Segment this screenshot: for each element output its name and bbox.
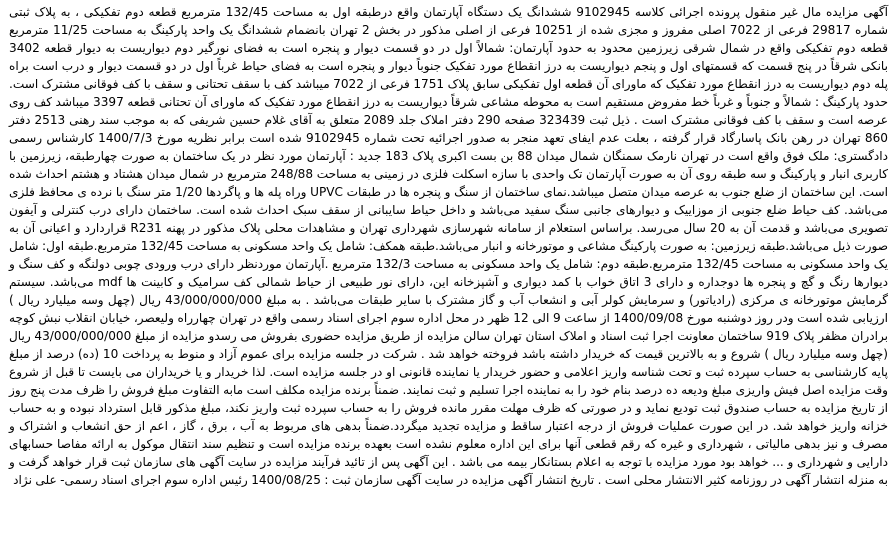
auction-notice-text: آگهی مزایده مال غیر منقول پرونده اجرائی کلاسه 9102945 ششدانگ یک دستگاه آپارتمان واقع درطبقه اول به مساحت 132/45 مترمربع قطعه دوم تفکیکی ، به پلاک ثبتی شماره 29817 فرعی از 7022 اصلی مفروز و مجزی شده از 10251 فرعی از اصلی مذکور در بخش 2 تهران بانضمام ششدانگ یک واحد پارکینگ به مساحت 11/25 مترمربع قطعه دوم تفکیکی واقع در شمال شرقی زیرزمین محدود به حدود آپارتمان: شمالاً اول در دو قسمت دیوار و پنجره است به فضای نورگیر دوم دیواریست به دیوار قطعه 3402 بانکی شرقاً در پنج قسمت که قسمتهای اول و پنجم دیواریست به درز انقطاع مورد تفکیک جنوباً دیوار و پنجره است به فضای حیاط غرباً اول در دو قسمت دیوار و درب است براه پله دوم دیواریست به درز انقطاع مورد تفکیک که ماورای آن قطعه اول تفکیکی سابق پلاک 1751 فرعی از 7022 میباشد کف با سقف تحتانی و سقف با کف فوقانی مشترک است. حدود پارکینگ : شمالاً و جنوباً و غرباً خط مفروض مستقیم است به محوطه مشاعی شرقاً دیواریست به درز انقطاع مورد تفکیک که ماورای آن تحتانی قطعه 3397 میباشد کف روی عرصه است و سقف با کف فوقانی مشترک است . ذیل ثبت 323439 صفحه 290 دفتر املاک جلد 2089 متعلق به آقای غلام حسین شریفی که به موجب سند رهنی 2513 دفتر 860 تهران در رهن بانک پاسارگاد قرار گرفته ، بعلت عدم ایفای تعهد منجر به صدور اجرائیه تحت شماره 9102945 شده است برابر نظریه مورخ 1400/7/3 کارشناس رسمی دادگستری: ملک فوق واقع است در تهران نارمک سمنگان شمال میدان 88 بن بست اکبری پلاک 183 جدید : آپارتمان مورد نظر در یک ساختمان به صورت چهارطبقه، زیرزمین با کاربری انبار و پارکینگ و سه طبقه روی آن به صورت آپارتمان تک واحدی با سازه اسکلت فلزی در زمینی به مساحت 248/88 مترمربع در شمال میدان هشتاد و هشتم احداث شده است. این ساختمان از ضلع جنوب به عرصه میدان متصل میباشد.نمای ساختمان از سنگ و پنجره ها در طبقات UPVC وراه پله ها و پاگردها 1/20 متر سنگ با نرده ی محافظ فلزی می‌باشد. کف حیاط ضلع جنوبی از موزاییک و دیوارهای جانبی سنگ سفید می‌باشد و داخل حیاط سایبانی از سقف سبک احداث شده است. ساختمان دارای درب کنترلی و آیفون تصویری می‌باشد و قدمت آن به 20 سال می‌رسد. براساس استعلام از سامانه شهرسازی شهرداری تهران و مشاهدات محلی پلاک مذکور در پهنه R231 قراردارد و اعیانی آن به صورت ذیل می‌باشد.طبقه زیرزمین: به صورت پارکینگ مشاعی و موتورخانه و انبار می‌باشد.طبقه همکف: شامل یک واحد مسکونی به مساحت 132/45 مترمربع.طبقه اول: شامل یک واحد مسکونی به مساحت 132/45 مترمربع.طبقه دوم: شامل یک واحد مسکونی به مساحت 132/3 مترمربع .آپارتمان موردنظر دارای درب ورودی چوبی دولنگه و کف سنگ و دیوارها رنگ و گچ و پنجره ها دوجداره و دارای 3 اتاق خواب با کمد دیواری و آشپزخانه این، دارای نور طبیعی از حیاط شمالی کف سرامیک و کابینت ها mdf می‌باشد. سیستم گرمایش موتورخانه ی مرکزی (رادیاتور) و سرمایش کولر آبی و انشعاب آب و گاز مشترک با سایر طبقات می‌باشد . به مبلغ 43/000/000/000 ریال (چهل وسه میلیارد ریال ) ارزیابی شده است ودر روز دوشنبه مورخ 1400/09/08 از ساعت 9 الی 12 ظهر در محل اداره سوم اجرای اسناد رسمی واقع در تهران چهارراه ولیعصر، خیابان انقلاب نبش کوچه برادران مظفر پلاک 919 ساختمان معاونت اجرا ثبت اسناد و املاک استان تهران سالن مزایده از طریق مزایده حضوری بفروش می رسدو مزایده از مبلغ 43/000/000/000 ریال (چهل وسه میلیارد ریال ) شروع و به بالاترین قیمت که خریدار داشته باشد فروخته خواهد شد . شرکت در جلسه مزایده برای عموم آزاد و منوط به پرداخت 10 (ده) درصد از مبلغ پایه کارشناسی به حساب سپرده ثبت و تحت شناسه واریز اعلامی و حضور خریدار یا نماینده قانونی او در جلسه مزایده است. لذا خریدار و یا خریداران می بایست تا قبل از شروع وقت مزایده اصل فیش واریزی مبلغ ودیعه ده درصد بنام خود را به نماینده اجرا تسلیم و ثبت نمایند. ضمناً برنده مزایده مکلف است مابه التفاوت مبلغ فروش را ظرف مدت پنج روز از تاریخ مزایده به حساب صندوق ثبت تودیع نماید و در صورتی که ظرف مهلت مقرر مانده فروش را به حساب سپرده ثبت واریز نکند، مبلغ مذکور قابل استرداد نبوده و به حساب خزانه واریز خواهد شد. در این صورت عملیات فروش از درجه اعتبار ساقط و مزایده تجدید میگردد.ضمناً بدهی های مربوط به آب ، برق ، گاز ، اعم از حق انشعاب و اشتراک و مصرف و نیز بدهی مالیاتی ، شهرداری و غیره که رقم قطعی آنها برای این اداره معلوم نشده است بعهده برنده مزایده است و تنظیم سند انتقال موکول به ارائه مفاصا حسابهای دارایی و شهرداری و ... خواهد بود مورد مزایده با توجه به اعلام بستانکار بیمه می باشد . این آگهی پس از تائید فرآیند مزایده در سایت آگهی های سازمان ثبت قرار خواهد گرفت و به منزله انتشار آگهی در روزنامه کثیر الانتشار محلی است . تاریخ انتشار آگهی مزایده در سایت آگهی سازمان ثبت : 1400/08/25 رئیس اداره سوم اجرای اسناد رسمی- علی نژاد: [9, 5, 889, 487]
